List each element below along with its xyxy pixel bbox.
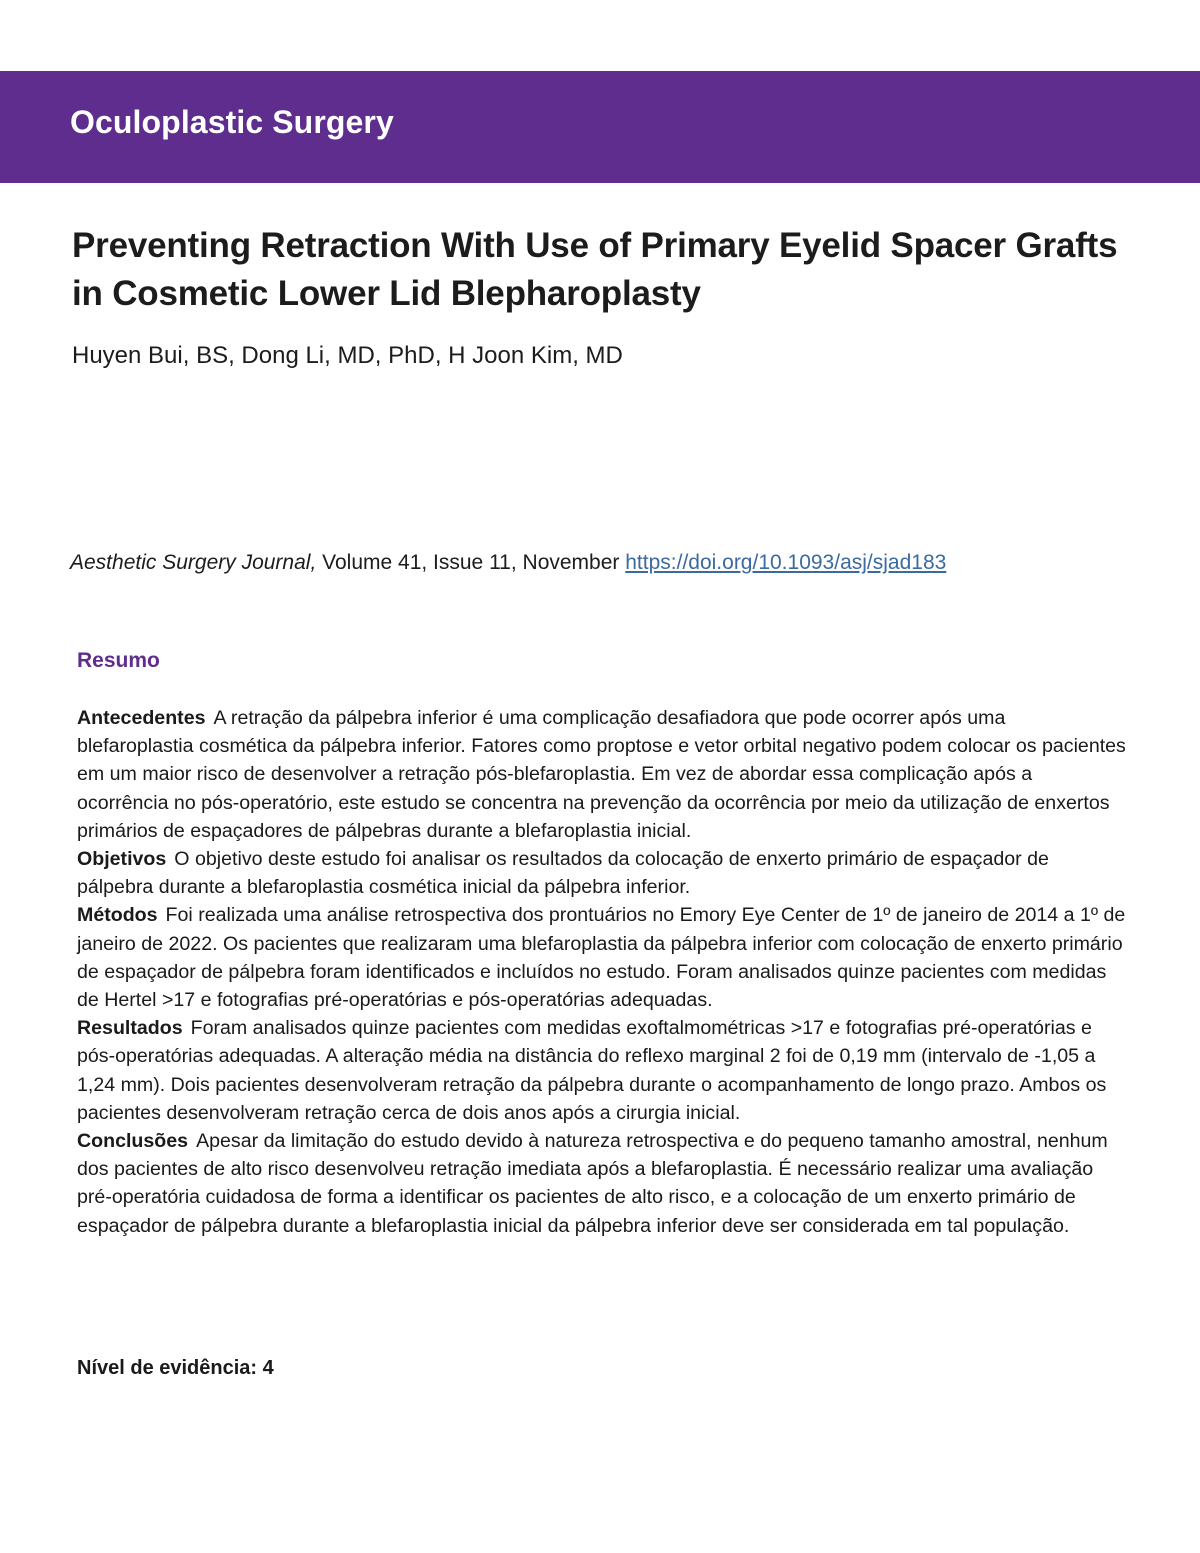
section-label: Resultados <box>77 1017 183 1040</box>
section-title: Oculoplastic Surgery <box>70 104 394 140</box>
section-banner <box>0 71 1200 183</box>
abstract-heading: Resumo <box>77 649 160 672</box>
evidence-level: Nível de evidência: 4 <box>77 1357 274 1379</box>
abstract-section-results <box>77 1014 1127 1127</box>
article-title: Preventing Retraction With Use of Primary Eyelid Spacer Grafts in Cosmetic Lower Lid Blepharoplasty <box>72 226 1118 313</box>
section-text: Foi realizada uma análise retrospectiva dos prontuários no Emory Eye Center de 1º de janeiro de 2014 a 1º de janeiro de 2022. Os pacientes que realizaram uma blefaroplastia da pálpebra inferior com colocação de enxerto primário de espaçador de pálpebra foram identificados e incluídos no estudo. Foram analisados quinze pacientes com medidas de Hertel >17 e fotografias pré-operatórias e pós-operatórias adequadas. <box>77 904 1126 1012</box>
journal-name: Aesthetic Surgery Journal, <box>70 551 317 574</box>
section-label: Métodos <box>77 904 158 927</box>
doi-link[interactable]: https://doi.org/10.1093/asj/sjad183 <box>625 551 947 574</box>
section-label: Antecedentes <box>77 707 206 729</box>
section-text: O objetivo deste estudo foi analisar os resultados da colocação de enxerto primário de espaçador de pálpebra durante a blefaroplastia cosmética inicial da pálpebra inferior. <box>77 848 1049 899</box>
author-list: Huyen Bui, BS, Dong Li, MD, PhD, H Joon Kim, MD <box>72 342 623 369</box>
citation-line <box>70 548 946 578</box>
section-text: Apesar da limitação do estudo devido à natureza retrospectiva e do pequeno tamanho amostral, nenhum dos pacientes de alto risco desenvolveu retração imediata após a blefaroplastia. É necessário realizar uma avaliação pré-operatória cuidadosa de forma a identificar os pacientes de alto risco, e a colocação de um enxerto primário de espaçador de pálpebra durante a blefaroplastia inicial da pálpebra inferior deve ser considerada em tal população. <box>77 1130 1108 1237</box>
section-label: Objetivos <box>77 848 167 871</box>
abstract-section-background <box>77 704 1127 845</box>
section-text: Foram analisados quinze pacientes com medidas exoftalmométricas >17 e fotografias pré-operatórias e pós-operatórias adequadas. A alteração média na distância do reflexo marginal 2 foi de 0,19 mm (intervalo de -1,05 a 1,24 mm). Dois pacientes desenvolveram retração da pálpebra durante o acompanhamento de longo prazo. Ambos os pacientes desenvolveram retração cerca de dois anos após a cirurgia inicial. <box>77 1017 1107 1124</box>
abstract-section-conclusions <box>77 1127 1127 1240</box>
abstract-section-objectives <box>77 845 1127 901</box>
section-text: A retração da pálpebra inferior é uma complicação desafiadora que pode ocorrer após uma blefaroplastia cosmética da pálpebra inferior. Fatores como proptose e vetor orbital negativo podem colocar os pacientes em um maior risco de desenvolver a retração pós-blefaroplastia. Em vez de abordar essa complicação após a ocorrência no pós-operatório, este estudo se concentra na prevenção da ocorrência por meio da utilização de enxertos primários de espaçadores de pálpebras durante a blefaroplastia inicial. <box>77 707 1126 842</box>
citation-details: Volume 41, Issue 11, November <box>316 551 626 574</box>
abstract-body <box>77 704 1127 1240</box>
abstract-section-methods <box>77 901 1127 1014</box>
section-label: Conclusões <box>77 1130 189 1153</box>
